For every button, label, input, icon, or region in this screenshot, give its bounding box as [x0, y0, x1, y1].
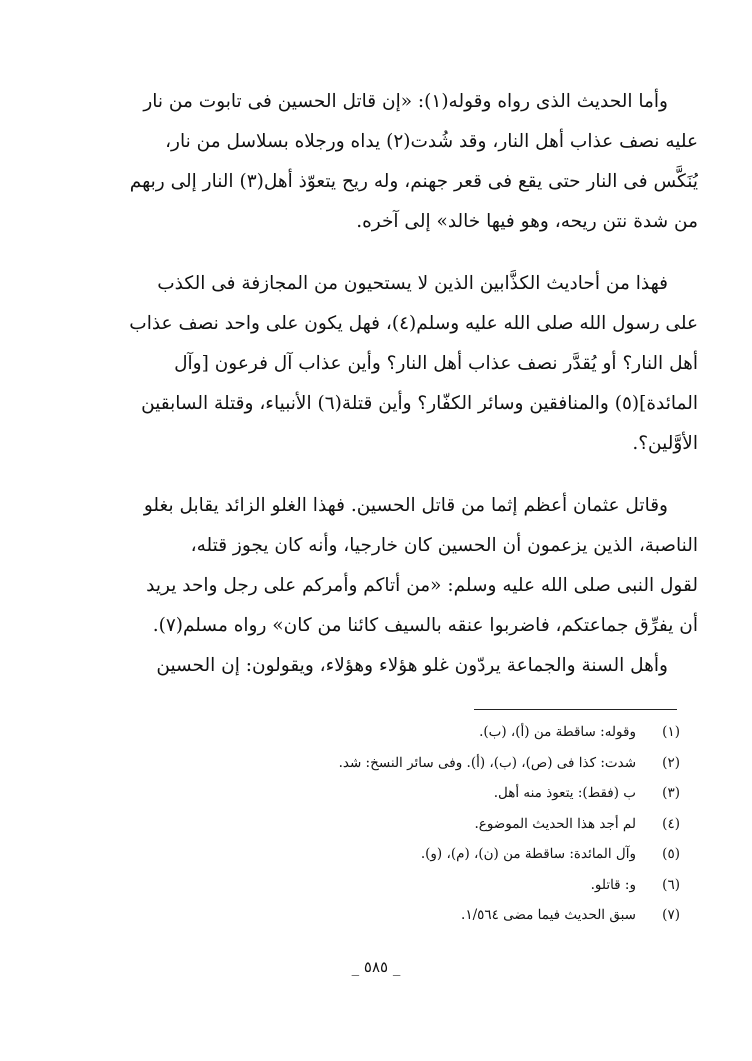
main-text — [66, 82, 698, 686]
footnote — [200, 748, 680, 779]
text-line: الأوَّلين؟. — [632, 433, 698, 454]
footnote-text: شدت: كذا فى (ص)، (ب)، (أ). وفى سائر النسخ: شد. — [338, 754, 636, 771]
text-line: الناصبة، الذين يزعمون أن الحسين كان خارجيا، وأنه كان يجوز قتله، — [190, 535, 698, 556]
footnote-text: ب (فقط): يتعوذ منه أهل. — [493, 785, 636, 801]
footnote-number: (٥) — [662, 846, 680, 862]
page-number: _ ٥٨٥ _ — [351, 958, 401, 976]
footnote-text: سبق الحديث فيما مضى ١/٥٦٤. — [461, 907, 636, 923]
footnote — [200, 717, 680, 748]
text-line: أهل النار؟ أو يُقدَّر نصف عذاب أهل النار؟ وأين عذاب آل فرعون [وآل — [174, 353, 698, 374]
text-line: وأما الحديث الذى رواه وقوله(١): «إن قاتل الحسين فى تابوت من نار — [143, 91, 668, 112]
text-line: على رسول الله صلى الله عليه وسلم(٤)، فهل يكون على واحد نصف عذاب — [129, 313, 698, 334]
footnote-number: (٢) — [662, 754, 680, 771]
text-line: أن يفرِّق جماعتكم، فاضربوا عنقه بالسيف كائنا من كان» رواه مسلم(٧). — [152, 615, 698, 636]
text-line: عليه نصف عذاب أهل النار، وقد شُدت(٢) يداه ورجلاه بسلاسل من نار، — [165, 131, 698, 152]
footnote-number: (٧) — [662, 907, 680, 923]
footnote — [200, 839, 680, 870]
footnote — [200, 900, 680, 931]
footnote-number: (٦) — [662, 876, 680, 893]
text-line: وقاتل عثمان أعظم إثما من قاتل الحسين. فهذا الغلو الزائد يقابل بغلو — [143, 495, 668, 516]
footnote-text: و: قاتلو. — [590, 876, 636, 893]
footnote-number: (٣) — [662, 785, 680, 801]
footnote-number: (٤) — [662, 815, 680, 832]
text-line: يُنَكَّس فى النار حتى يقع فى قعر جهنم، وله ريح يتعوّذ أهل(٣) النار إلى ربهم — [129, 171, 698, 192]
text-line: لقول النبى صلى الله عليه وسلم: «من أتاكم وأمركم على رجل واحد يريد — [146, 575, 698, 596]
footnotes — [200, 717, 680, 931]
paragraph — [66, 82, 698, 242]
footnote-number: (١) — [662, 724, 680, 740]
footnote — [200, 809, 680, 840]
footnote-text: وقوله: ساقطة من (أ)، (ب). — [479, 724, 636, 740]
text-line: المائدة](٥) والمنافقين وسائر الكفّار؟ وأين قتلة(٦) الأنبياء، وقتلة السابقين — [141, 393, 698, 414]
text-line: من شدة نتن ريحه، وهو فيها خالد» إلى آخره. — [356, 211, 698, 232]
footnote-text: لم أجد هذا الحديث الموضوع. — [474, 815, 636, 832]
text-line: فهذا من أحاديث الكذَّابين الذين لا يستحيون من المجازفة فى الكذب — [157, 273, 668, 294]
footnote — [200, 870, 680, 901]
text-line: وأهل السنة والجماعة يردّون غلو هؤلاء وهؤلاء، ويقولون: إن الحسين — [156, 655, 668, 676]
footnote-text: وآل المائدة: ساقطة من (ن)، (م)، (و). — [420, 846, 636, 862]
paragraph — [66, 486, 698, 686]
footnote-divider — [474, 709, 677, 710]
paragraph — [66, 264, 698, 464]
footnote — [200, 778, 680, 809]
